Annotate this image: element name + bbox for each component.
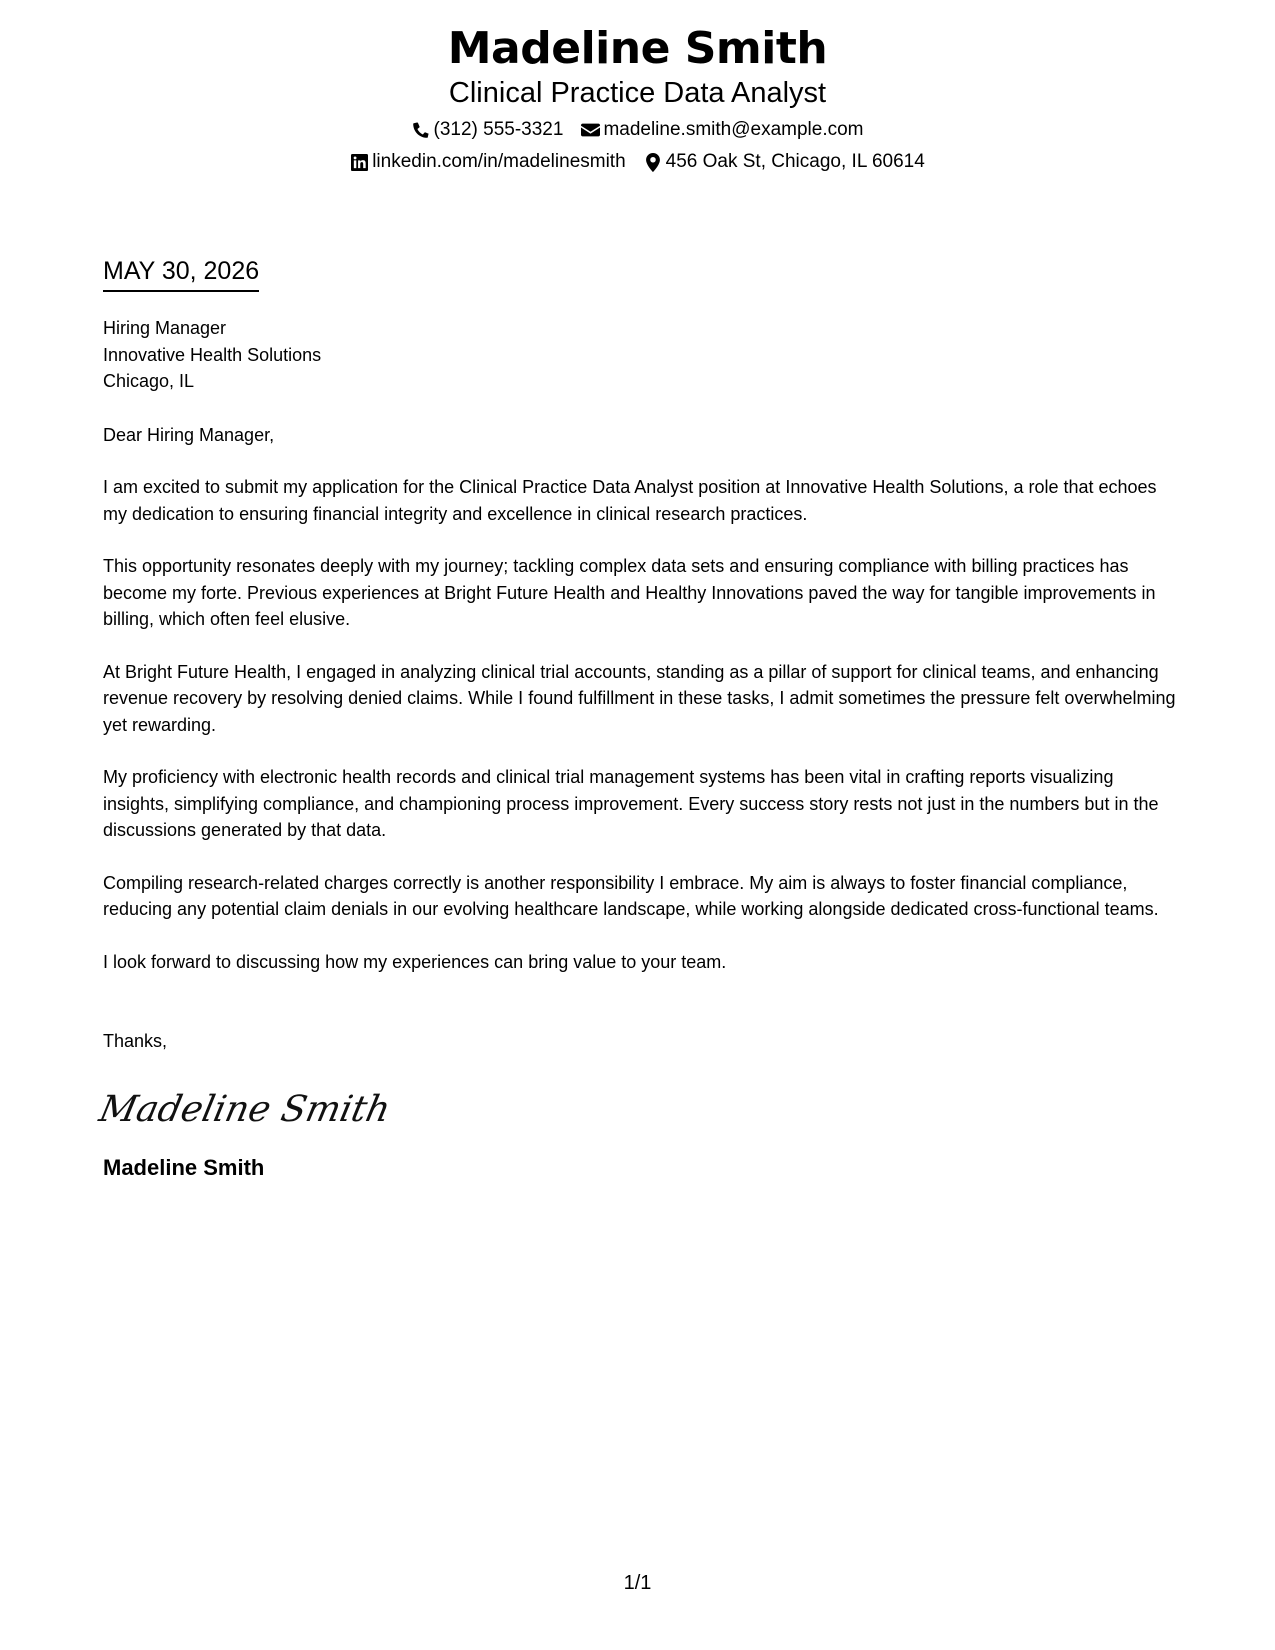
contact-address [644, 150, 925, 174]
recipient-line-1: Hiring Manager [103, 318, 227, 338]
phone-icon [412, 120, 430, 140]
map-marker-icon [644, 152, 662, 172]
recipient-block [103, 315, 1183, 395]
paragraph-1: I am excited to submit my application for the Clinical Practice Data Analyst position at Innovative Health Solutions, a role that echoes my dedication to ensuring financial integrity and excellence in clinical research practices. [103, 477, 1157, 524]
recipient-line-2: Innovative Health Solutions [103, 344, 322, 365]
contact-line-1 [0, 118, 1275, 142]
paragraph-6: I look forward to discussing how my experiences can bring value to your team. [103, 951, 727, 972]
contact-line-2 [0, 150, 1275, 174]
letter-body [95, 315, 1183, 1183]
applicant-job-title: Clinical Practice Data Analyst [448, 77, 827, 109]
page-number: 1/1 [623, 1572, 652, 1594]
handwritten-signature [95, 1077, 1183, 1139]
paragraph-4: My proficiency with electronic health records and clinical trial management systems has been vital in crafting reports visualizing insights, simplifying compliance, and championing process improvement. Every success story rests not just in the numbers but in the discussions generated by that data. [103, 767, 1159, 840]
phone-number: (312) 555-3321 [433, 119, 564, 140]
letter-date-block [103, 255, 259, 292]
letter-header [0, 22, 1275, 174]
email-address: madeline.smith@example.com [603, 119, 864, 140]
letter-date: MAY 30, 2026 [103, 255, 259, 292]
closing: Thanks, [103, 1031, 168, 1051]
salutation: Dear Hiring Manager, [103, 424, 275, 445]
paragraph-5: Compiling research-related charges correctly is another responsibility I embrace. My aim is always to foster financial compliance, reducing any potential claim denials in our evolving healthcare landscape, while working alongside dedicated cross-functional teams. [103, 872, 1159, 919]
signer-name: Madeline Smith [103, 1154, 265, 1180]
recipient-line-3: Chicago, IL [103, 371, 195, 391]
linkedin-url: linkedin.com/in/madelinesmith [372, 151, 626, 172]
street-address: 456 Oak St, Chicago, IL 60614 [665, 151, 925, 172]
contact-phone [412, 118, 564, 142]
linkedin-icon [350, 152, 368, 172]
contact-email [581, 118, 863, 142]
envelope-icon [581, 120, 599, 140]
paragraph-2: This opportunity resonates deeply with my journey; tackling complex data sets and ensuring compliance with billing practices has become my forte. Previous experiences at Bright Future Health and Healthy Innovations paved the way for tangible improvements in billing, which often feel elusive. [103, 556, 1156, 629]
applicant-name: Madeline Smith [447, 23, 828, 74]
paragraph-3: At Bright Future Health, I engaged in analyzing clinical trial accounts, standing as a pillar of support for clinical teams, and enhancing revenue recovery by resolving denied claims. While I found fulfillment in these tasks, I admit sometimes the pressure felt overwhelming yet rewarding. [103, 661, 1176, 735]
contact-linkedin [350, 150, 625, 174]
signature-text: Madeline Smith [95, 1086, 395, 1130]
